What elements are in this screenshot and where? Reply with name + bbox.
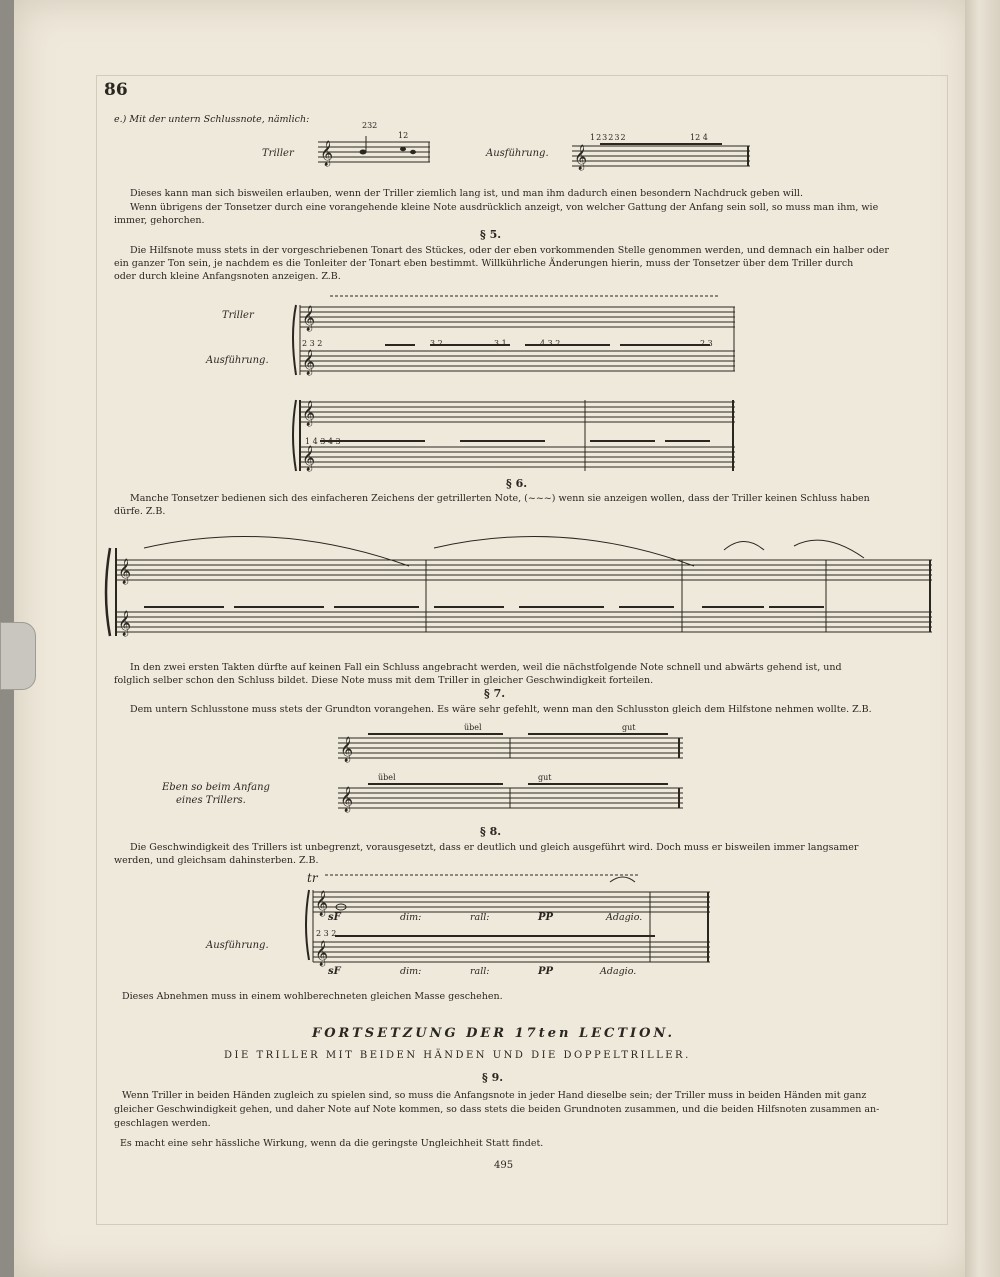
label-uebel-2: übel [378, 773, 396, 782]
svg-text:𝄞: 𝄞 [118, 559, 132, 584]
paragraph-6b-line-1: In den zwei ersten Takten dürfte auf keinen Fall ein Schluss angebracht werden, weil die nächstfolgende Note schnell und abwärts gehend ist, und [130, 662, 842, 673]
svg-text:𝄞: 𝄞 [302, 446, 316, 471]
label-uebel: übel [464, 723, 482, 732]
dynamic-dim-1: dim: [400, 912, 422, 923]
label-ausfuehrung-2: Ausführung. [206, 355, 269, 366]
staff-system-ex5 [305, 870, 710, 970]
fingering-ex1-right: 12 [398, 131, 409, 140]
fingering-ex5-c: 3 1 [494, 339, 507, 348]
svg-text:𝄞: 𝄞 [302, 306, 316, 331]
svg-text:𝄞: 𝄞 [340, 787, 354, 812]
fingering-ex5-f: 2 3 [700, 339, 713, 348]
fingering-ex2: 123232 [590, 133, 627, 142]
svg-text:𝄞: 𝄞 [315, 941, 329, 966]
section-8: § 8. [480, 825, 502, 838]
paragraph-5-line-1: Die Hilfsnote muss stets in der vorgeschriebenen Tonart des Stückes, oder der eben vorkommenden Stelle genommen werden, und demnach ein halber oder [130, 245, 889, 256]
dynamic-pp-1: PP [538, 912, 554, 923]
paragraph-6-line-1: Manche Tonsetzer bedienen sich des einfacheren Zeichens der getrillerten Note, (~~~) wenn sie anzeigen wollen, dass der Triller keinen Schluss haben [130, 493, 870, 504]
dynamic-sf-2: sF [328, 966, 341, 977]
staff-ex4-bottom [338, 786, 683, 810]
svg-text:𝄞: 𝄞 [320, 141, 334, 166]
paragraph-9-line-1: Wenn Triller in beiden Händen zugleich zu spielen sind, so muss die Anfangsnote in jeder Hand dieselbe sein; der Triller muss in beiden Händen mit ganz [122, 1090, 867, 1101]
dynamic-adagio-1: Adagio. [606, 912, 643, 923]
paragraph-1-line-3: immer, gehorchen. [114, 215, 205, 226]
paragraph-5-line-2: ein ganzer Ton sein, je nachdem es die Tonleiter der Tonart eben bestimmt. Willkührliche Änderungen hierin, muss der Tonsetzer über dem Triller durch [114, 258, 854, 269]
label-triller-2: Triller [222, 310, 254, 321]
svg-text:𝄞: 𝄞 [302, 350, 316, 375]
svg-text:𝄞: 𝄞 [118, 611, 132, 636]
staff-ex1-triller [318, 140, 430, 164]
label-triller: Triller [262, 148, 294, 159]
paragraph-9-line-3: geschlagen werden. [114, 1118, 211, 1129]
label-ausfuehrung-3: Ausführung. [206, 940, 269, 951]
staff-ex4-top [338, 736, 683, 760]
fingering-ex1-top: 232 [362, 121, 378, 130]
label-gut-2: gut [538, 773, 552, 782]
plate-number: 495 [494, 1160, 514, 1171]
section-7: § 7. [484, 687, 506, 700]
svg-text:𝄞: 𝄞 [315, 891, 329, 916]
svg-text:𝄞: 𝄞 [302, 401, 316, 426]
dynamic-adagio-2: Adagio. [600, 966, 637, 977]
section-9: § 9. [482, 1071, 504, 1084]
staff-ex1-ausfuehrung [572, 144, 750, 168]
section-6: § 6. [506, 477, 528, 490]
scan-clip [0, 622, 36, 690]
label-ausfuehrung: Ausführung. [486, 148, 549, 159]
paragraph-7-line-1: Dem untern Schlusstone muss stets der Grundton vorangehen. Es wäre sehr gefehlt, wenn man den Schlusston gleich dem Hilfstone nehmen wollte. Z.B. [130, 704, 872, 715]
dynamic-dim-2: dim: [400, 966, 422, 977]
dynamic-rall-2: rall: [470, 966, 490, 977]
dynamic-pp-2: PP [538, 966, 554, 977]
fingering-ex5-e: 1 4 3 4 3 [305, 437, 341, 446]
paragraph-6b-line-2: folglich selber schon den Schluss bildet. Diese Note muss mit dem Triller in gleicher Geschwindigkeit forteilen. [114, 675, 654, 686]
fingering-ex5-b: 3 2 [430, 339, 443, 348]
book-gutter [965, 0, 1000, 1277]
paragraph-1-line-2: Wenn übrigens der Tonsetzer durch eine vorangehende kleine Note ausdrücklich anzeigt, von welcher Gattung der Anfang sein soll, so muss man ihm, wie [130, 202, 879, 213]
staff-system-ex3 [104, 528, 932, 648]
svg-text:𝄞: 𝄞 [574, 145, 588, 170]
paragraph-5-line-3: oder durch kleine Anfangsnoten anzeigen. Z.B. [114, 271, 341, 282]
paragraph-9-line-4: Es macht eine sehr hässliche Wirkung, wenn da die geringste Ungleichheit Statt findet. [120, 1138, 544, 1149]
paragraph-1-line-1: Dieses kann man sich bisweilen erlauben, wenn der Triller ziemlich lang ist, und man ihm dadurch einen besondern Nachdruck geben will. [130, 188, 803, 199]
heading-fortsetzung: FORTSETZUNG DER 17ten LECTION. [312, 1026, 676, 1041]
dynamic-rall-1: rall: [470, 912, 490, 923]
section-5: § 5. [480, 228, 502, 241]
page-number: 86 [104, 80, 128, 100]
paragraph-8b-line-1: Dieses Abnehmen muss in einem wohlberechneten gleichen Masse geschehen. [122, 991, 503, 1002]
label-eben-so-2: eines Trillers. [176, 795, 246, 806]
fingering-ex2b: 12 4 [690, 133, 708, 142]
fingering-ex8: 2 3 2 [316, 929, 337, 938]
subheading-triller: DIE TRILLER MIT BEIDEN HÄNDEN UND DIE DOPPELTRILLER. [224, 1050, 691, 1061]
paragraph-8-line-2: werden, und gleichsam dahinsterben. Z.B. [114, 855, 319, 866]
staff-system-ex2 [290, 295, 735, 480]
paragraph-8-line-1: Die Geschwindigkeit des Trillers ist unbegrenzt, vorausgesetzt, dass er deutlich und gleich ausgeführt wird. Doch muss er bisweilen immer langsamer [130, 842, 859, 853]
paragraph-e-intro: e.) Mit der untern Schlussnote, nämlich: [114, 114, 310, 125]
dynamic-sf-1: sF [328, 912, 341, 923]
paragraph-9-line-2: gleicher Geschwindigkeit gehen, und daher Note auf Note kommen, so dass stets die beiden Grundnoten zusammen, und die beiden Hilfsnoten zusammen an- [114, 1104, 880, 1115]
svg-text:𝄞: 𝄞 [340, 737, 354, 762]
label-gut: gut [622, 723, 636, 732]
fingering-ex5-a: 2 3 2 [302, 339, 323, 348]
svg-text:tr: tr [307, 871, 318, 885]
fingering-ex5-d: 4 3 2 [540, 339, 561, 348]
label-eben-so-1: Eben so beim Anfang [162, 782, 270, 793]
paragraph-6-line-2: dürfe. Z.B. [114, 506, 166, 517]
